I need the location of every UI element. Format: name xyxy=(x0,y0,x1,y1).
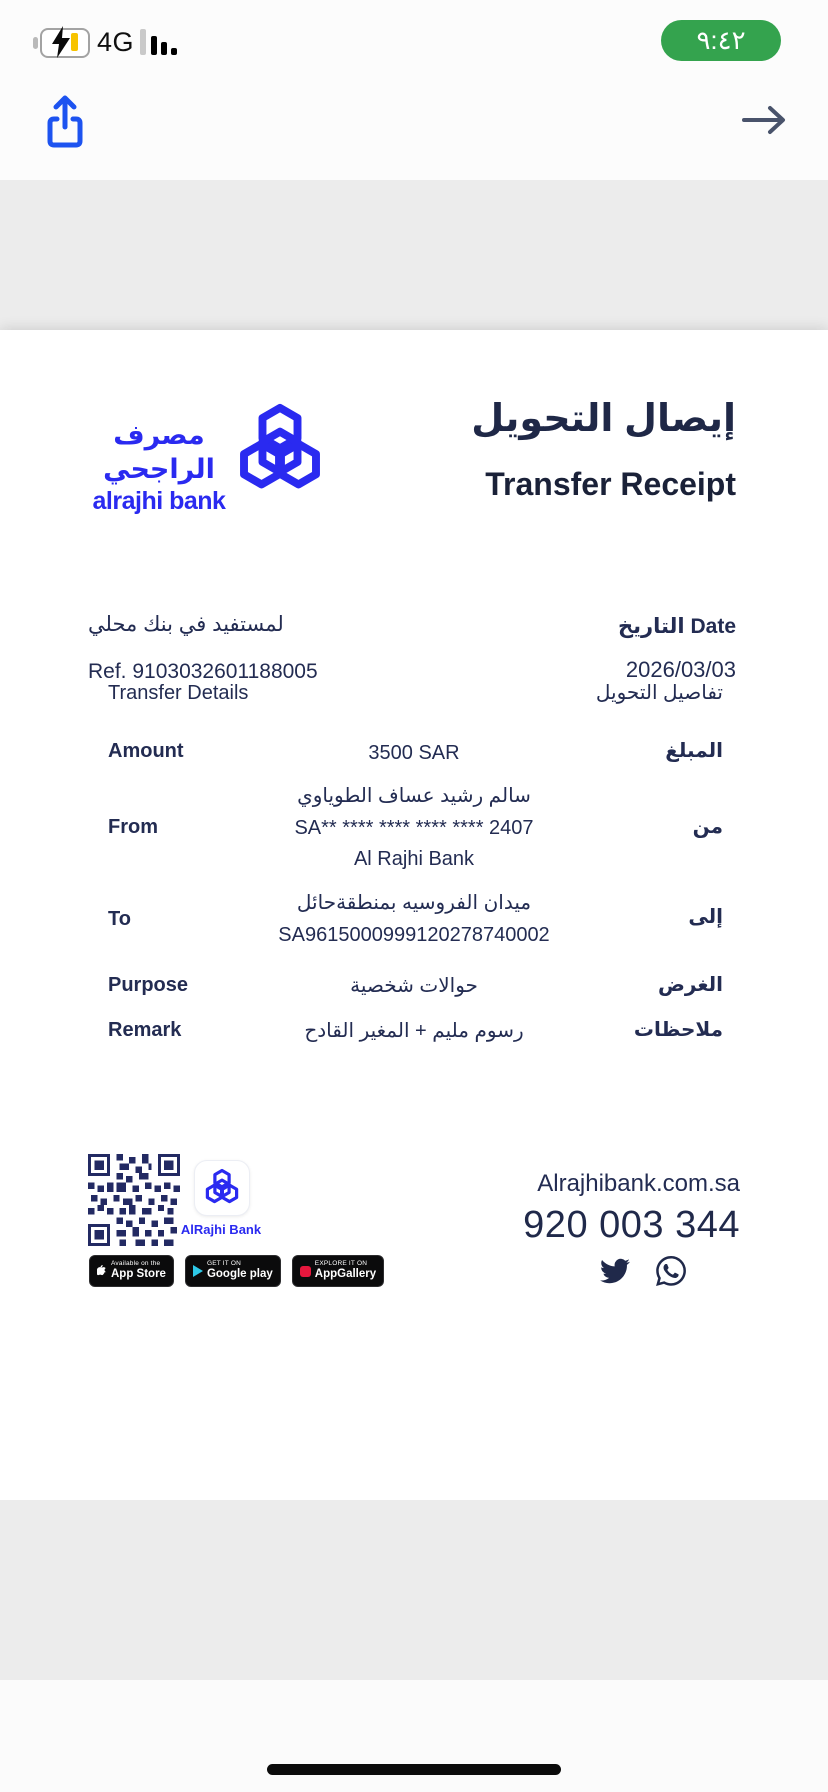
appgallery-badge xyxy=(292,1255,384,1287)
badge-top-text: EXPLORE IT ON xyxy=(314,1260,368,1268)
date-value: 2026/03/03 xyxy=(625,657,736,682)
bottom-strip xyxy=(0,1680,828,1792)
date-label: التاريخ Date xyxy=(617,615,736,638)
home-indicator[interactable] xyxy=(267,1764,561,1775)
badge-top-text: GET IT ON xyxy=(206,1260,242,1268)
from-label-ar: من xyxy=(692,816,723,838)
background-gap-top xyxy=(0,180,828,330)
section-header-en: Transfer Details xyxy=(108,682,249,704)
reference-number: Ref. 9103032601188005 xyxy=(88,660,318,683)
amount-label-ar: المبلغ xyxy=(665,740,723,762)
to-iban: SA9615000999120278740002 xyxy=(278,924,550,946)
purpose-label-ar: الغرض xyxy=(658,974,723,996)
share-icon xyxy=(42,94,88,150)
store-badges xyxy=(89,1255,384,1287)
beneficiary-type-label: لمستفيد في بنك محلي xyxy=(88,613,284,636)
from-label-en: From xyxy=(108,816,158,838)
remark-label-ar: ملاحظات xyxy=(633,1019,723,1041)
bank-logo-text xyxy=(84,418,234,516)
bank-phone-number: 920 003 344 xyxy=(523,1204,740,1246)
time-pill[interactable] xyxy=(661,20,781,61)
from-name: سالم رشيد عساف الطوياوي xyxy=(297,785,531,807)
amount-value: 3500 SAR xyxy=(368,742,460,764)
app-store-badge xyxy=(89,1255,174,1287)
arrow-right-icon xyxy=(738,102,790,138)
background-gap-bottom xyxy=(0,1500,828,1680)
share-button[interactable] xyxy=(42,94,88,150)
battery-charging-icon xyxy=(34,27,88,57)
viewer-toolbar xyxy=(0,80,828,180)
bank-name-arabic: مصرف الراجحي xyxy=(103,420,215,484)
whatsapp-icon xyxy=(656,1256,686,1286)
bank-website: Alrajhibank.com.sa xyxy=(537,1170,740,1197)
remark-label-en: Remark xyxy=(108,1019,182,1041)
transfer-receipt-card xyxy=(0,330,828,1500)
app-icon-label: AlRajhi Bank xyxy=(180,1222,262,1237)
clock-time: ٩:٤٢ xyxy=(696,25,746,55)
from-account-masked: SA** **** **** **** **** 2407 xyxy=(294,817,534,839)
badge-top-text: Available on the xyxy=(111,1260,161,1268)
to-label-ar: إلى xyxy=(688,906,723,928)
alrajhi-app-icon xyxy=(194,1160,250,1216)
badge-main-text: AppGallery xyxy=(314,1268,377,1281)
appgallery-icon xyxy=(300,1266,311,1277)
forward-button[interactable] xyxy=(738,102,790,138)
social-icons xyxy=(600,1256,686,1286)
to-label-en: To xyxy=(108,908,131,930)
play-icon xyxy=(193,1265,203,1277)
twitter-icon xyxy=(600,1256,630,1286)
amount-label-en: Amount xyxy=(108,740,184,762)
cellular-signal-icon xyxy=(140,27,186,57)
alrajhi-emblem-icon xyxy=(236,401,324,501)
section-header-ar: تفاصيل التحويل xyxy=(595,682,723,704)
from-bank: Al Rajhi Bank xyxy=(353,848,475,870)
meta-left-block xyxy=(88,610,318,687)
meta-date-block xyxy=(618,613,736,685)
receipt-title-english: Transfer Receipt xyxy=(485,466,736,502)
badge-main-text: Google play xyxy=(206,1268,273,1281)
receipt-title-arabic: إيصال التحويل xyxy=(471,398,736,440)
purpose-value: حوالات شخصية xyxy=(350,975,478,997)
bank-name-english: alrajhi bank xyxy=(92,487,226,515)
network-type-label: 4G xyxy=(97,27,135,57)
badge-main-text: App Store xyxy=(111,1268,166,1281)
status-bar xyxy=(0,0,828,80)
remark-value: رسوم مليم + المغير القادح xyxy=(304,1020,524,1042)
to-name: ميدان الفروسيه بمنطقةحائل xyxy=(296,892,532,914)
google-play-badge xyxy=(185,1255,281,1287)
apple-icon xyxy=(97,1265,107,1277)
purpose-label-en: Purpose xyxy=(108,974,189,996)
